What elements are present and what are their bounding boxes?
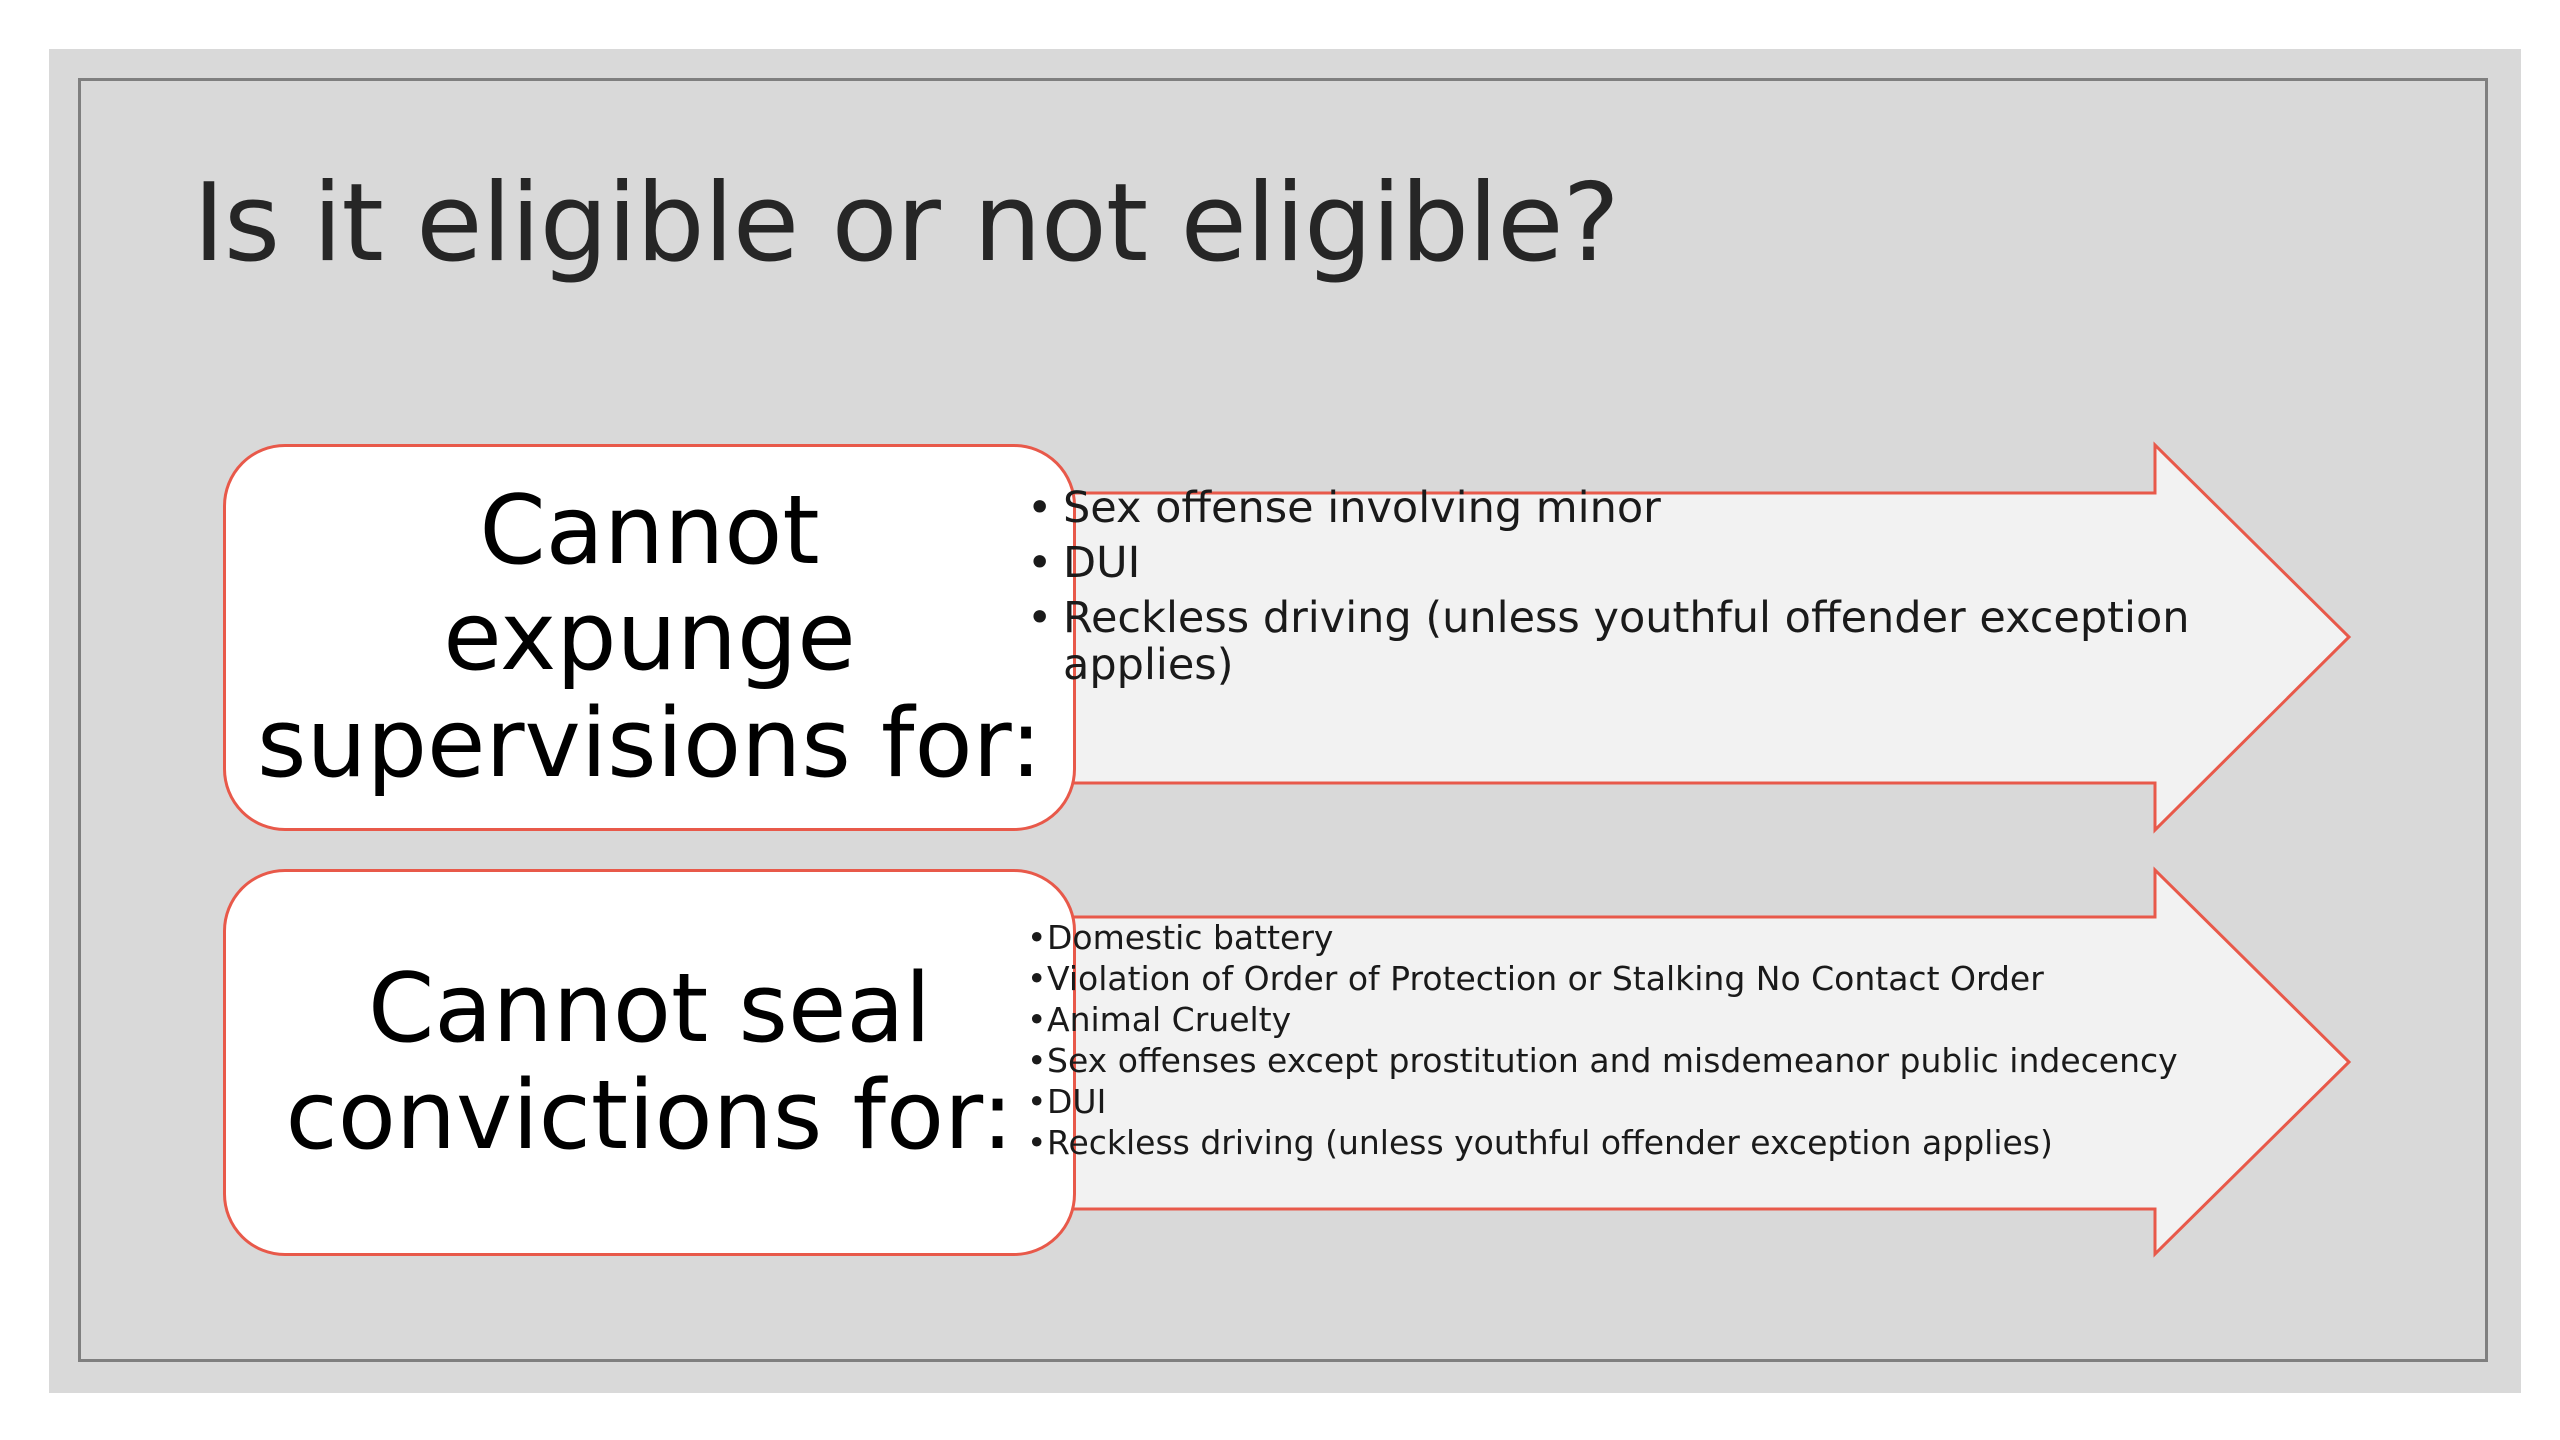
bullet-icon: • (1027, 593, 1053, 643)
label-line: supervisions for: (256, 688, 1042, 799)
bullet-list-expunge (1027, 485, 2197, 697)
list-item: • Reckless driving (unless youthful offender exception applies) (1027, 1123, 2053, 1162)
label-box-expunge (223, 444, 1076, 831)
bullet-icon: • (1027, 918, 1047, 957)
label-line: convictions for: (285, 1060, 1014, 1171)
list-item: • Sex offense involving minor (1027, 483, 1661, 533)
list-item: • Animal Cruelty (1027, 1000, 1292, 1039)
bullet-icon: • (1027, 959, 1047, 998)
bullet-icon: • (1027, 538, 1053, 588)
list-item: • Reckless driving (unless youthful offender exception applies) (1027, 593, 2190, 690)
list-item: • Sex offenses except prostitution and misdemeanor public indecency (1027, 1041, 2178, 1080)
label-line: Cannot seal (367, 954, 932, 1065)
bullet-icon: • (1027, 1082, 1047, 1121)
list-item: • Violation of Order of Protection or Stalking No Contact Order (1027, 959, 2044, 998)
bullet-icon: • (1027, 483, 1053, 533)
list-item: • DUI (1027, 1082, 1107, 1121)
bullet-list-seal (1027, 917, 2207, 1163)
bullet-icon: • (1027, 1000, 1047, 1039)
label-line: Cannot (479, 475, 820, 586)
bullet-icon: • (1027, 1123, 1047, 1162)
label-box-seal (223, 869, 1076, 1256)
slide-title: Is it eligible or not eligible? (193, 161, 1619, 286)
list-item: • Domestic battery (1027, 918, 1334, 957)
label-line: expunge (443, 582, 856, 693)
bullet-icon: • (1027, 1041, 1047, 1080)
list-item: • DUI (1027, 538, 1141, 588)
